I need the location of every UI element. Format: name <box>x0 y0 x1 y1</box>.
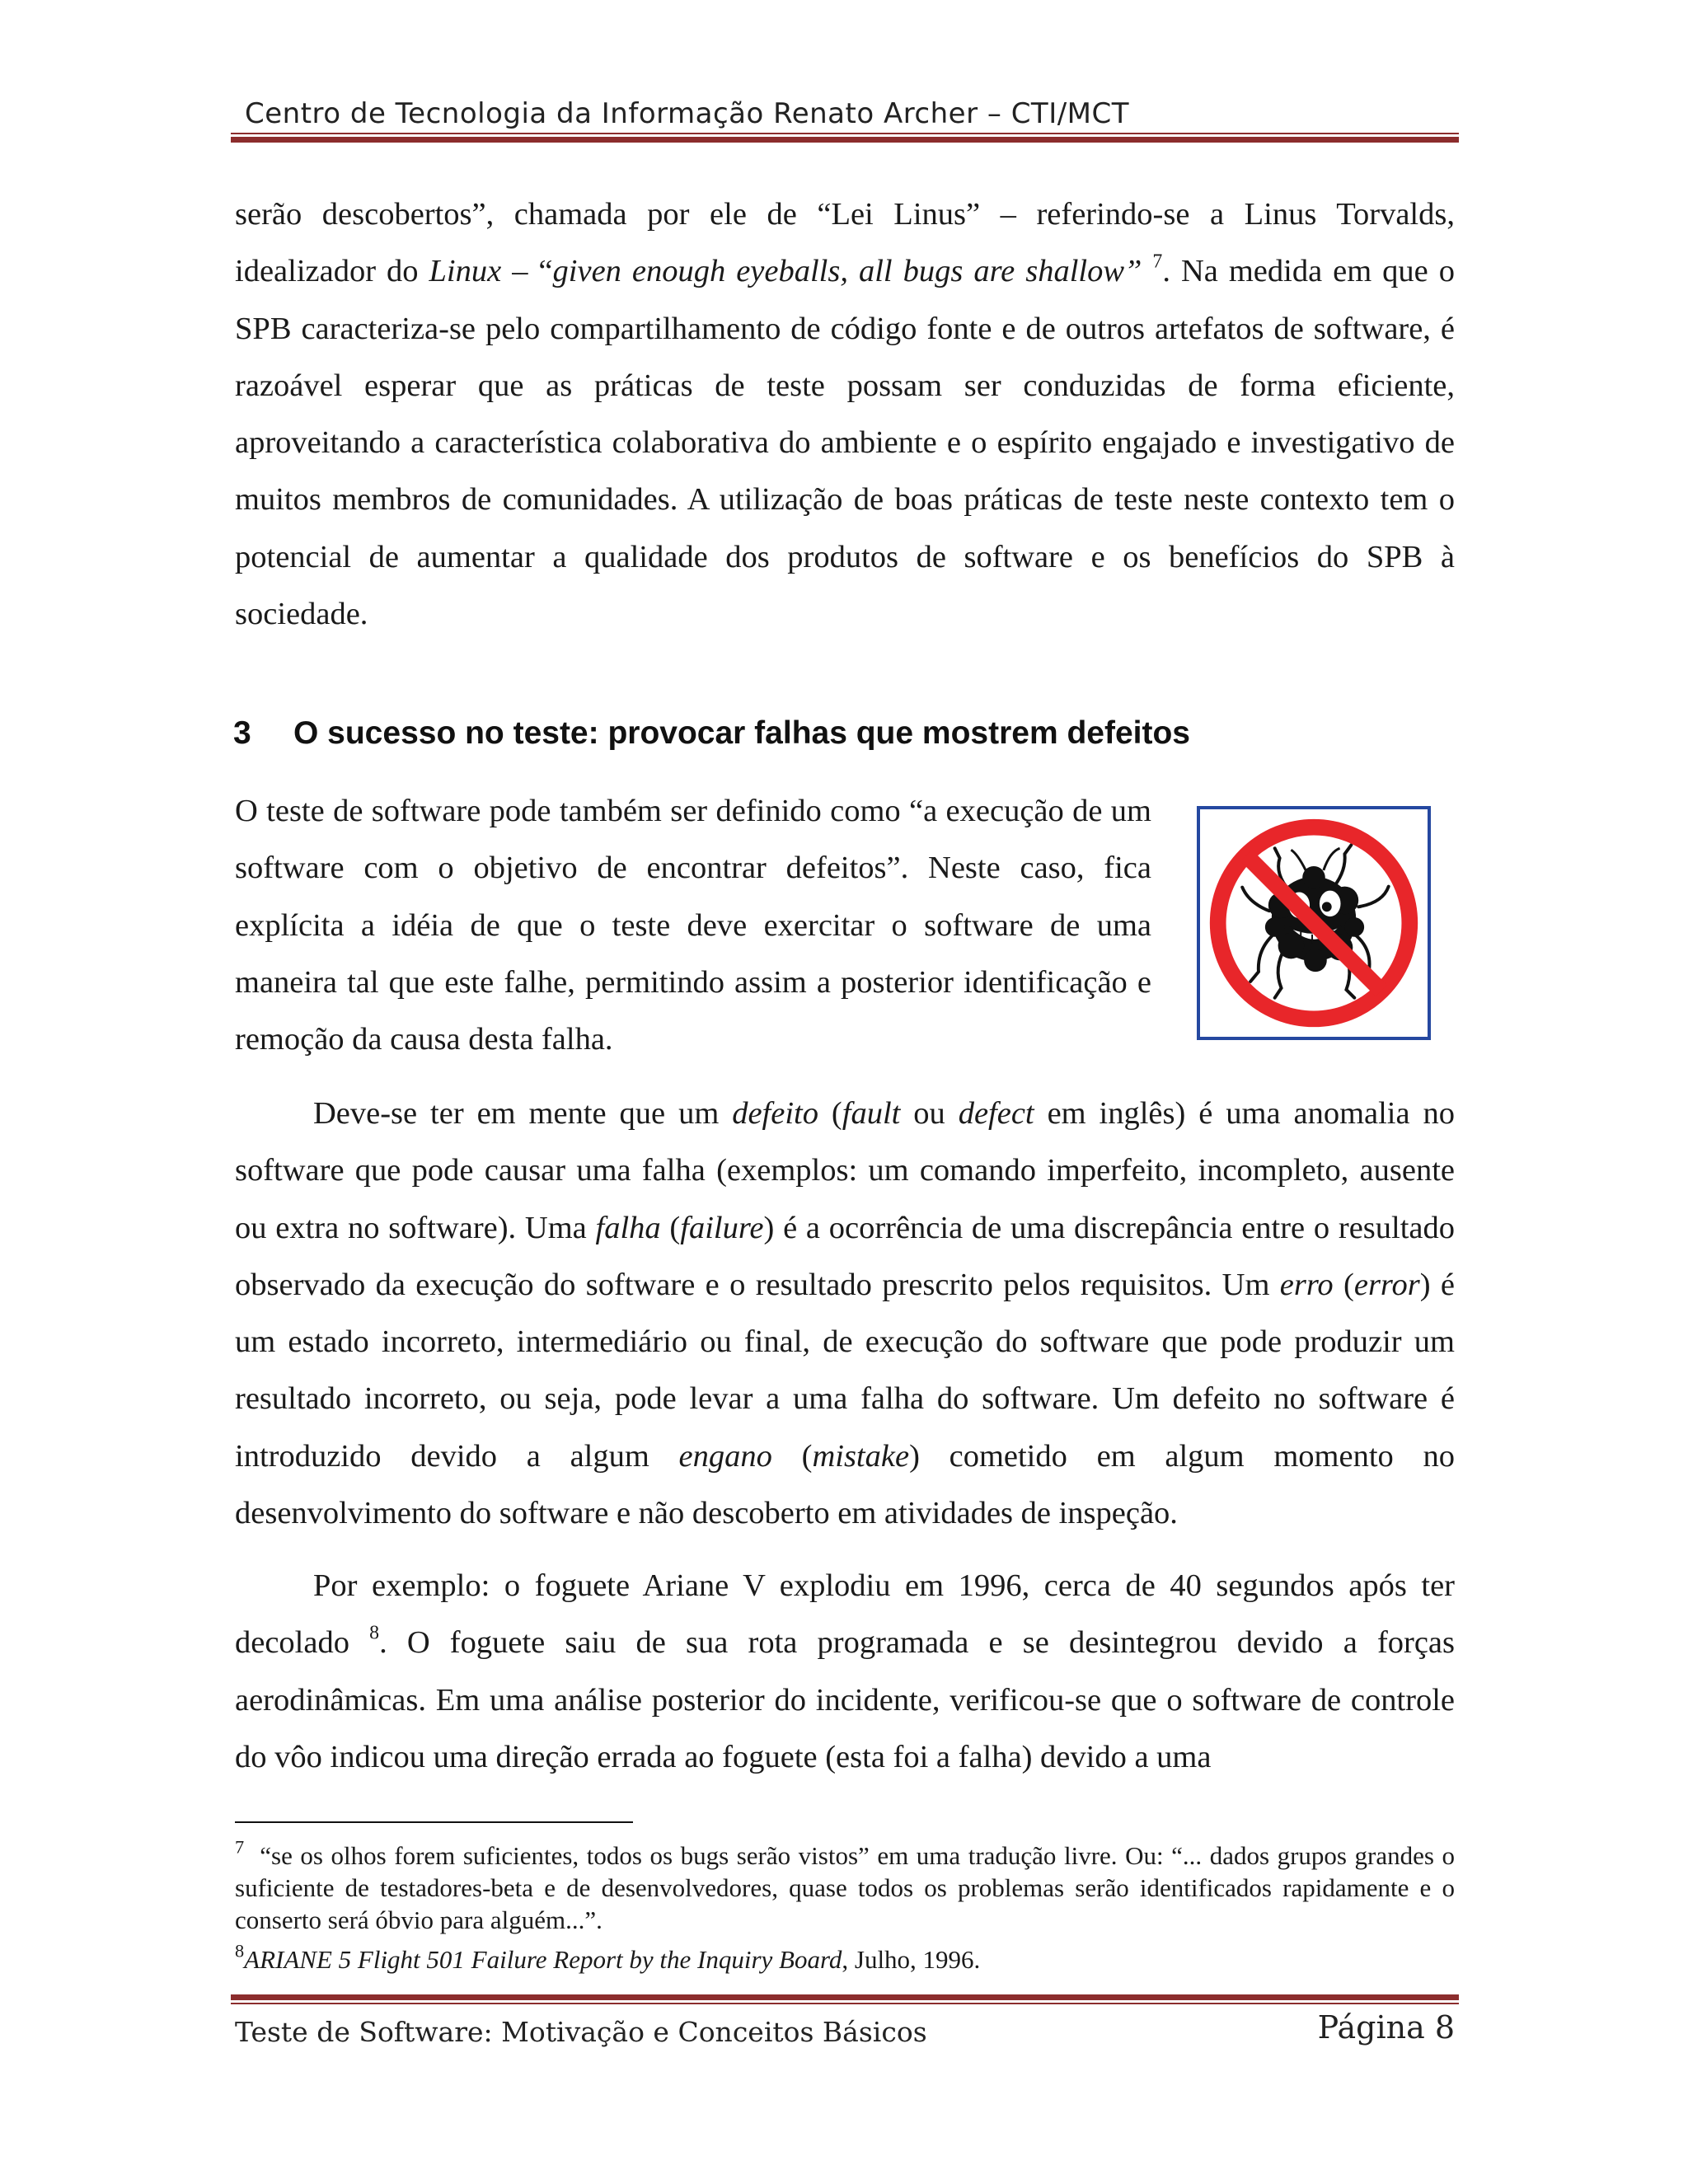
text-run: em inglês) é uma anomalia no software que pode causar uma falha (exemplos: um comando imperfeito, incompleto, ausente ou extra no software). Uma <box>235 1096 1456 1245</box>
italic-run: Linux <box>429 254 502 289</box>
footnote-number: 8 <box>235 1940 245 1961</box>
text-run: – “ <box>501 254 553 289</box>
italic-quote: given enough eyeballs, all bugs are shallow” <box>552 254 1142 289</box>
footnote-7 <box>235 1836 1456 1936</box>
italic-term: failure <box>680 1210 764 1245</box>
text-run: ( <box>771 1438 813 1474</box>
section-heading <box>233 715 1190 752</box>
text-run: ( <box>818 1096 842 1131</box>
page-header-title: Centro de Tecnologia da Informação Renato Archer – CTI/MCT <box>245 97 1130 130</box>
italic-term: falha <box>595 1210 661 1245</box>
text-run: ou <box>900 1096 959 1131</box>
text-run: Por exemplo: o foguete Ariane V explodiu em 1996, cerca de 40 segundos após ter decolado <box>235 1568 1455 1661</box>
no-bugs-sign-icon <box>1200 809 1428 1037</box>
footnote-8 <box>235 1940 1455 1975</box>
paragraph-4 <box>235 1558 1455 1786</box>
italic-term: defeito <box>732 1096 818 1131</box>
italic-term: mistake <box>812 1438 910 1474</box>
text-run <box>1142 254 1152 288</box>
text-run: . Na medida em que o SPB caracteriza-se pelo compartilhamento de código fonte e de outros artefatos de software, é razoável esperar que as práticas de teste possam ser conduzidas de forma eficiente, aproveitando a característica colaborativa do ambiente e o espírito engajado e investigativo de muitos membros de comunidades. A utilização de boas práticas de teste neste contexto tem o potencial de aumentar a qualidade dos produtos de software e os benefícios do SPB à sociedade. <box>235 254 1456 632</box>
text-run: serão descobertos”, chamada por ele de “Lei Linus” – referindo-se a Linus Torvalds, idealizador do <box>235 197 1455 289</box>
footnote-ref-7[interactable]: 7 <box>1152 251 1163 273</box>
footnote-number: 7 <box>235 1836 245 1858</box>
footer-rule-thick <box>231 1994 1459 2000</box>
italic-term: engano <box>678 1438 772 1474</box>
italic-term: defect <box>958 1096 1034 1131</box>
footnote-italic-title: ARIANE 5 Flight 501 Failure Report by the Inquiry Board <box>244 1945 842 1974</box>
footnote-text: , Julho, 1996. <box>842 1945 981 1974</box>
text-run: Deve-se ter em mente que um <box>313 1096 733 1131</box>
paragraph-1 <box>235 186 1455 643</box>
italic-term: fault <box>842 1096 901 1131</box>
text-run: . O foguete saiu de sua rota programada e se desintegrou devido a forças aerodinâmicas. Em uma análise posterior do incidente, verificou-se que o software de controle do vôo indicou uma direção errada ao foguete (esta foi a falha) devido a uma <box>235 1625 1455 1774</box>
italic-term: error <box>1353 1267 1420 1302</box>
paragraph-3 <box>235 1085 1455 1542</box>
text-run: ( <box>1333 1267 1354 1302</box>
footer-rule-thin <box>231 2003 1459 2004</box>
footnote-ref-8[interactable]: 8 <box>369 1622 380 1644</box>
header-rule-thick <box>231 137 1459 143</box>
text-run: ) é um estado incorreto, intermediário ou final, de execução do software que pode produzir um resultado incorreto, ou seja, pode levar a uma falha do software. Um defeito no software é introduzido devido a algum <box>235 1267 1455 1474</box>
footnote-text: “se os olhos forem suficientes, todos os bugs serão vistos” em uma tradução livre. Ou: “... dados grupos grandes o suficiente de testadores-beta e de desenvolvedores, quase todos os problemas serão identificados rapidamente e o conserto será óbvio para alguém...”. <box>235 1841 1456 1934</box>
text-run: ( <box>660 1210 681 1245</box>
footer-document-title: Teste de Software: Motivação e Conceitos Básicos <box>235 2016 927 2048</box>
paragraph-2: O teste de software pode também ser definido como “a execução de um software com o objetivo de encontrar defeitos”. Neste caso, fica explícita a idéia de que o teste deve exercitar o software de uma maneira tal que este falhe, permitindo assim a posterior identificação e remoção da causa desta falha. <box>235 794 1151 1057</box>
text-run: ) cometido em algum momento no desenvolvimento do software e não descoberto em atividades de inspeção. <box>235 1438 1456 1531</box>
figure-no-bugs <box>1197 806 1431 1040</box>
text-run: ) é a ocorrência de uma discrepância entre o resultado observado da execução do software e o resultado prescrito pelos requisitos. Um <box>235 1210 1456 1302</box>
italic-term: erro <box>1279 1267 1334 1302</box>
footnote-separator <box>235 1821 633 1823</box>
section-number: 3 <box>233 715 251 751</box>
footer-page-number: Página 8 <box>1317 2009 1455 2046</box>
header-rule-thin <box>231 133 1459 134</box>
section-title: O sucesso no teste: provocar falhas que mostrem defeitos <box>293 715 1190 751</box>
